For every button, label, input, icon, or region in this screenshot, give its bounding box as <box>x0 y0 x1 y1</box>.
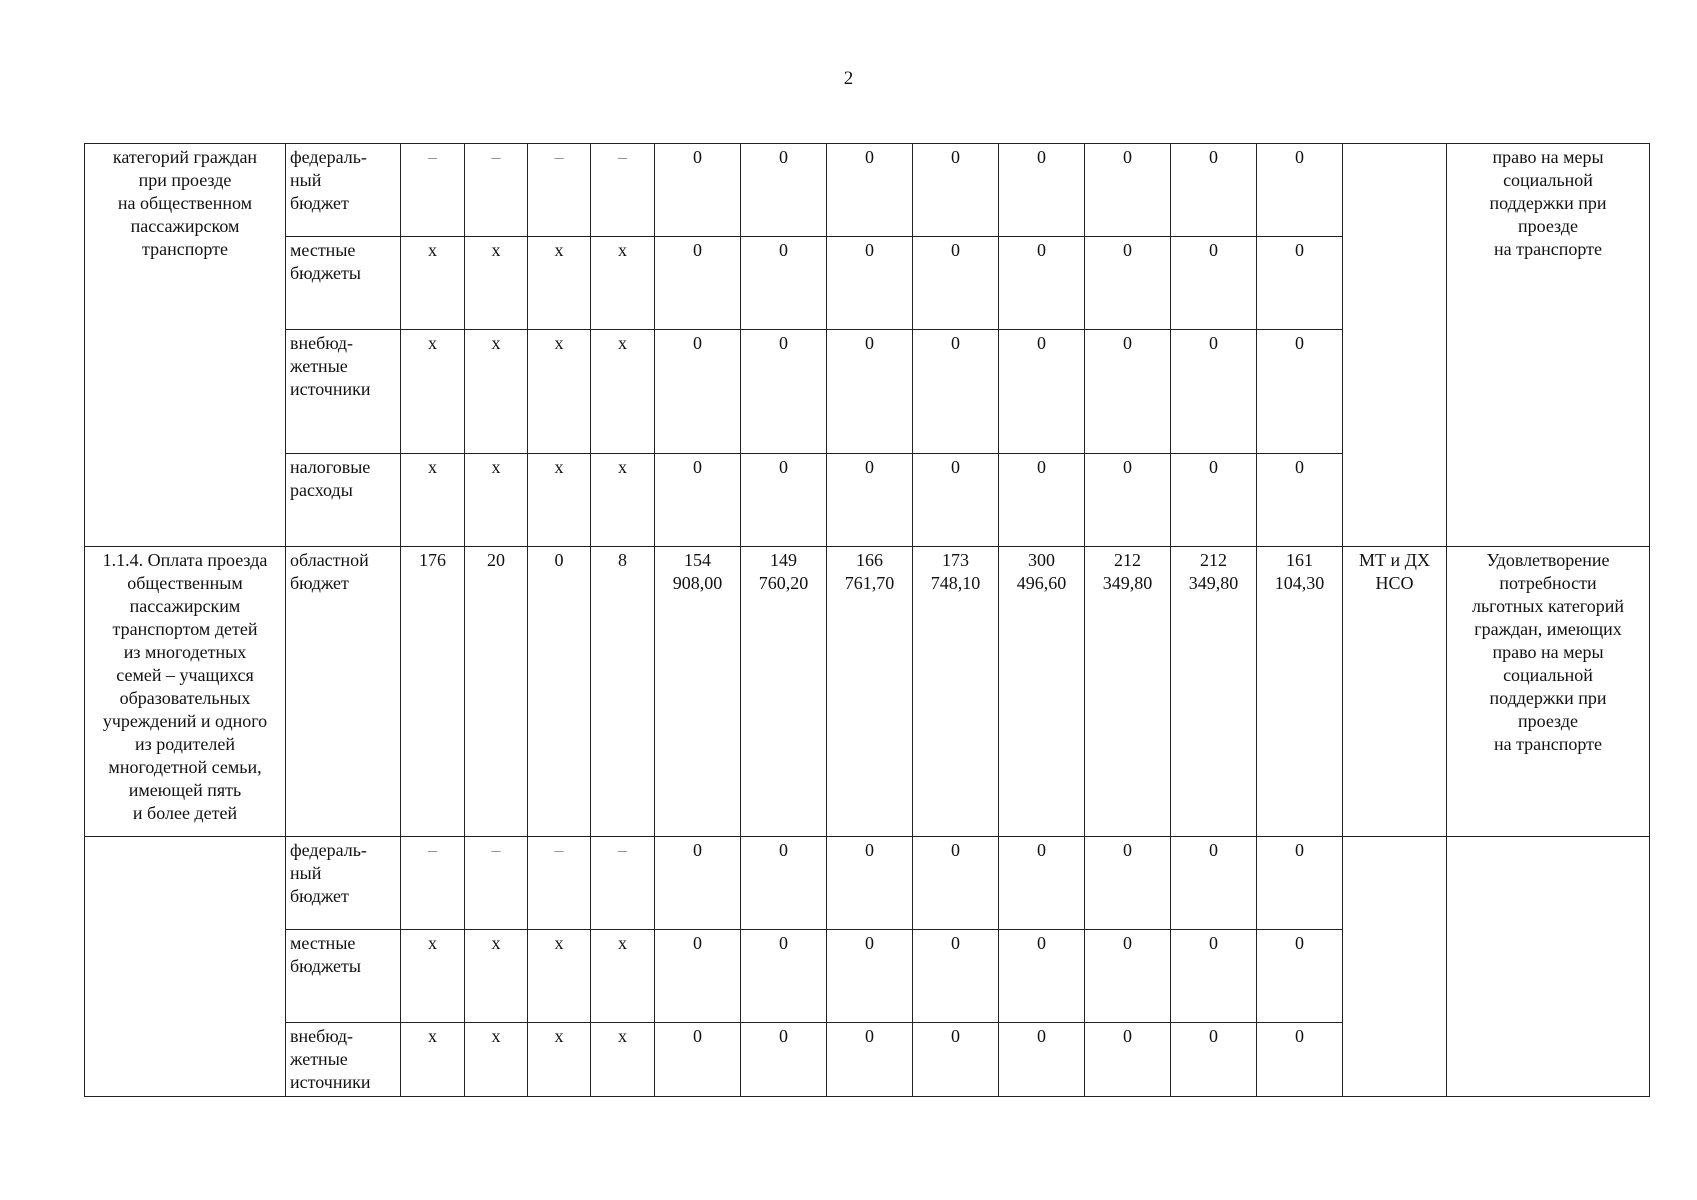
value-cell: x <box>465 1023 528 1097</box>
value-cell: – <box>591 144 655 237</box>
value-cell: 0 <box>827 454 913 547</box>
value-cell: 166 761,70 <box>827 547 913 837</box>
value-cell: x <box>401 930 465 1023</box>
value-cell: 0 <box>655 1023 741 1097</box>
value-cell: x <box>465 330 528 454</box>
value-cell: 0 <box>999 837 1085 930</box>
value-cell: 0 <box>741 237 827 330</box>
value-cell: x <box>591 1023 655 1097</box>
value-cell: 0 <box>741 1023 827 1097</box>
funding-source-cell: налоговые расходы <box>286 454 401 547</box>
value-cell: 0 <box>913 237 999 330</box>
value-cell: 0 <box>999 454 1085 547</box>
value-cell: 0 <box>999 930 1085 1023</box>
value-cell: 0 <box>528 547 591 837</box>
value-cell: 0 <box>1257 330 1343 454</box>
value-cell: 0 <box>1171 144 1257 237</box>
expected-result-cell: право на меры социальной поддержки при проезде на транспорте <box>1447 144 1650 547</box>
activity-name-cell: категорий граждан при проезде на общественном пассажирском транспорте <box>85 144 286 547</box>
value-cell: 0 <box>999 144 1085 237</box>
value-cell: x <box>465 454 528 547</box>
value-cell: x <box>401 454 465 547</box>
value-cell: 300 496,60 <box>999 547 1085 837</box>
value-cell: 0 <box>1085 837 1171 930</box>
value-cell: 161 104,30 <box>1257 547 1343 837</box>
funding-source-cell: федераль- ный бюджет <box>286 144 401 237</box>
value-cell: 0 <box>1085 330 1171 454</box>
value-cell: x <box>591 237 655 330</box>
funding-source-cell: внебюд- жетные источники <box>286 1023 401 1097</box>
funding-source-cell: внебюд- жетные источники <box>286 330 401 454</box>
value-cell: 0 <box>741 930 827 1023</box>
value-cell: 0 <box>655 330 741 454</box>
value-cell: 0 <box>741 144 827 237</box>
executor-cell <box>1343 144 1447 547</box>
value-cell: 0 <box>655 144 741 237</box>
value-cell: 0 <box>655 454 741 547</box>
value-cell: 0 <box>1171 330 1257 454</box>
value-cell: 0 <box>827 144 913 237</box>
value-cell: 0 <box>1257 454 1343 547</box>
value-cell: 0 <box>1171 454 1257 547</box>
value-cell: 0 <box>913 454 999 547</box>
funding-source-cell: местные бюджеты <box>286 930 401 1023</box>
value-cell: 149 760,20 <box>741 547 827 837</box>
value-cell: 8 <box>591 547 655 837</box>
table-row <box>85 547 1650 837</box>
value-cell: 154 908,00 <box>655 547 741 837</box>
value-cell: x <box>401 330 465 454</box>
value-cell: – <box>465 144 528 237</box>
value-cell: 0 <box>827 237 913 330</box>
activity-name-cell: 1.1.4. Оплата проезда общественным пассажирским транспортом детей из многодетных семей – учащихся образовательных учреждений и одного из родителей многодетной семьи, имеющей пять и более детей <box>85 547 286 837</box>
value-cell: 0 <box>1085 454 1171 547</box>
program-activities-table <box>84 143 1650 1097</box>
value-cell: 0 <box>999 237 1085 330</box>
page-number: 2 <box>843 68 854 89</box>
funding-source-cell: федераль- ный бюджет <box>286 837 401 930</box>
value-cell: 0 <box>999 1023 1085 1097</box>
value-cell: x <box>591 330 655 454</box>
value-cell: 0 <box>1171 1023 1257 1097</box>
value-cell: x <box>528 237 591 330</box>
value-cell: – <box>465 837 528 930</box>
value-cell: 0 <box>827 330 913 454</box>
value-cell: 0 <box>913 930 999 1023</box>
value-cell: 0 <box>741 330 827 454</box>
funding-source-cell: областной бюджет <box>286 547 401 837</box>
value-cell: x <box>528 330 591 454</box>
value-cell: – <box>528 837 591 930</box>
value-cell: – <box>401 144 465 237</box>
activity-name-cell <box>85 837 286 1097</box>
value-cell: 173 748,10 <box>913 547 999 837</box>
value-cell: 20 <box>465 547 528 837</box>
value-cell: 0 <box>827 837 913 930</box>
value-cell: x <box>591 454 655 547</box>
value-cell: 0 <box>999 330 1085 454</box>
value-cell: 212 349,80 <box>1085 547 1171 837</box>
value-cell: 0 <box>913 1023 999 1097</box>
value-cell: 0 <box>1257 144 1343 237</box>
value-cell: – <box>401 837 465 930</box>
value-cell: x <box>465 930 528 1023</box>
executor-cell <box>1343 837 1447 1097</box>
expected-result-cell <box>1447 837 1650 1097</box>
value-cell: 0 <box>913 144 999 237</box>
value-cell: 0 <box>827 1023 913 1097</box>
value-cell: x <box>591 930 655 1023</box>
value-cell: 0 <box>1171 237 1257 330</box>
value-cell: 0 <box>1085 144 1171 237</box>
expected-result-cell: Удовлетворение потребности льготных категорий граждан, имеющих право на меры социальной поддержки при проезде на транспорте <box>1447 547 1650 837</box>
value-cell: 0 <box>1085 1023 1171 1097</box>
value-cell: 176 <box>401 547 465 837</box>
value-cell: x <box>401 237 465 330</box>
value-cell: x <box>528 454 591 547</box>
value-cell: x <box>528 1023 591 1097</box>
value-cell: 0 <box>913 837 999 930</box>
value-cell: 0 <box>1257 237 1343 330</box>
value-cell: x <box>465 237 528 330</box>
table-row <box>85 144 1650 237</box>
table-body <box>85 144 1650 1097</box>
value-cell: 0 <box>1085 930 1171 1023</box>
value-cell: x <box>528 930 591 1023</box>
value-cell: 0 <box>913 330 999 454</box>
value-cell: 0 <box>741 454 827 547</box>
value-cell: – <box>591 837 655 930</box>
value-cell: 212 349,80 <box>1171 547 1257 837</box>
table-row <box>85 837 1650 930</box>
value-cell: 0 <box>1257 1023 1343 1097</box>
value-cell: 0 <box>1257 837 1343 930</box>
value-cell: – <box>528 144 591 237</box>
value-cell: 0 <box>1171 837 1257 930</box>
value-cell: 0 <box>1085 237 1171 330</box>
funding-source-cell: местные бюджеты <box>286 237 401 330</box>
value-cell: 0 <box>741 837 827 930</box>
executor-cell: МТ и ДХ НСО <box>1343 547 1447 837</box>
value-cell: 0 <box>655 837 741 930</box>
value-cell: 0 <box>1171 930 1257 1023</box>
value-cell: 0 <box>1257 930 1343 1023</box>
value-cell: 0 <box>827 930 913 1023</box>
value-cell: 0 <box>655 237 741 330</box>
value-cell: x <box>401 1023 465 1097</box>
value-cell: 0 <box>655 930 741 1023</box>
